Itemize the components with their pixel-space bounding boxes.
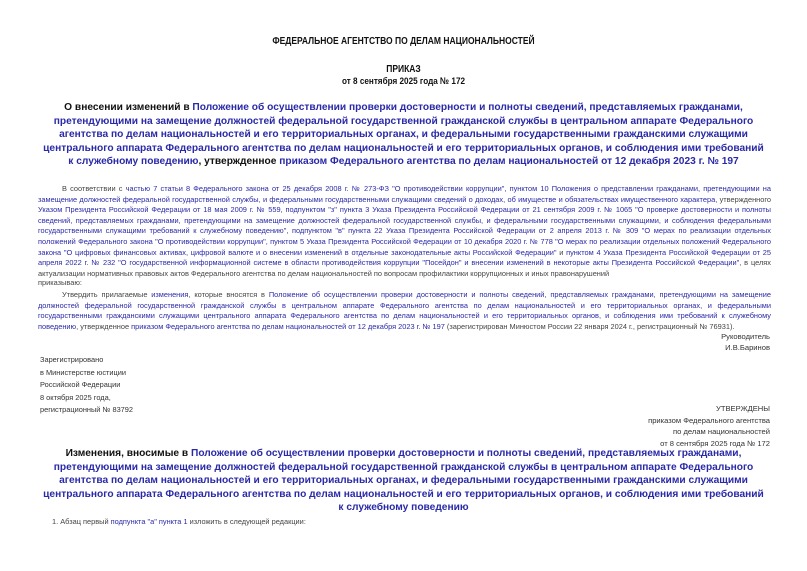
preamble-text-4: , в целях актуализации нормативных правовых актов Федерального агентства по делам национальностей по вопросам профилактики коррупционных и иных правонарушений <box>38 258 771 278</box>
approved-line: УТВЕРЖДЕНЫ <box>716 404 770 413</box>
order-word: приказываю: <box>38 278 82 287</box>
approve-text-1: Утвердить прилагаемые <box>62 290 152 299</box>
signature-position: Руководитель <box>721 332 770 341</box>
approved-block <box>648 403 770 449</box>
approved-line: приказом Федерального агентства <box>648 415 770 425</box>
agency-name: ФЕДЕРАЛЬНОЕ АГЕНТСТВО ПО ДЕЛАМ НАЦИОНАЛЬНОСТЕЙ <box>272 36 535 47</box>
preamble-link-2[interactable]: Указом Президента Российской Федерации от 18 мая 2009 г. № 559, подпунктом "з" пункта 3 Указа Президента Российской Федерации от 21 сентября 2009 г. № 1065 "О проверке достоверности и полноты сведений, представляемых гражданами, претендующими на замещение должностей федеральной государственной службы, и федеральными государственными служащими, и соблюдения федеральными государственными служащими требований к служебному поведению", подпунктом "в" пункта 22 Указа Президента Российской Федерации от 2 апреля 2013 г. № 309 "О мерах по реализации отдельных положений Федерального закона "О противодействии коррупции", пунктом 5 Указа Президента Российской Федерации от 10 декабря 2020 г. № 778 "О мерах по реализации отдельных положений Федерального закона "О цифровых финансовых активах, цифровой валюте и о внесении изменений в отдельные законодательные акты Российской Федерации" <box>38 205 771 257</box>
approve-paragraph <box>38 290 771 332</box>
registration-line: Российской Федерации <box>40 380 121 389</box>
approve-text-2: , которые вносятся в <box>188 290 269 299</box>
approved-line: от 8 сентября 2025 года № 172 <box>660 438 770 448</box>
approve-changes-link[interactable]: изменения <box>151 290 189 299</box>
approve-order-link[interactable]: приказом Федерального агентства по делам национальностей от 12 декабря 2023 г. № 197 <box>131 321 445 331</box>
item-1-link[interactable]: подпункта "а" пункта 1 <box>110 517 188 526</box>
signature-block <box>721 331 770 353</box>
item-1-text-1: 1. Абзац первый <box>52 517 111 526</box>
approve-text-4: (зарегистрирован Минюстом России 22 января 2024 г., регистрационный № 76931). <box>444 321 735 331</box>
title-regulation-link[interactable]: Положение об осуществлении проверки достоверности и полноты сведений, представляемых гражданами, претендующими на замещение должностей федеральной государственной гражданской службы в центральном аппарате Федерального агентства по делам национальностей и его территориальных органах, и федеральными государственными гражданскими служащими центрального аппарата Федерального агентства по делам национальностей и его территориальных органов, и соблюдения ими требований к служебному поведению <box>43 102 764 167</box>
preamble-text-1: В соответствии с <box>62 184 126 193</box>
approved-line: по делам национальностей <box>673 427 770 436</box>
registration-line: Зарегистрировано <box>40 355 104 364</box>
preamble-link-1[interactable]: частью 7 статьи 8 Федерального закона от 25 декабря 2008 г. № 273-ФЗ "О противодействии коррупции", пунктом 10 Положения о представлении гражданами, претендующими на замещение должностей федеральной государственной службы, и федеральными государственными служащими сведений о доходах, об имуществе и обязательствах имущественного характера <box>38 184 771 204</box>
item-1 <box>52 517 785 528</box>
registration-block <box>40 354 133 417</box>
preamble-link-3[interactable]: пунктом 4 Указа Президента Российской Федерации от 25 апреля 2022 г. № 232 "О государственной информационной системе в области противодействия коррупции "Посейдон" и внесении изменений в некоторые акты Президента Российской Федерации" <box>38 247 771 268</box>
preamble-paragraph <box>38 184 771 279</box>
item-1-text-2: изложить в следующей редакции: <box>187 517 306 526</box>
changes-title <box>40 447 767 515</box>
order-date-number: от 8 сентября 2025 года № 172 <box>341 76 466 87</box>
registration-line: в Министерстве юстиции <box>40 367 127 377</box>
title-prefix: О внесении изменений в <box>64 102 193 113</box>
approve-regulation-link[interactable]: Положение об осуществлении проверки достоверности и полноты сведений, представляемых гражданами, претендующими на замещение должностей федеральной государственной гражданской службы в центральном аппарате Федерального агентства по делам национальностей и его территориальных органах, и федеральными государственными гражданскими служащими центрального аппарата Федерального агентства по делам национальностей и его территориальных органов, и соблюдения ими требований к служебному поведению <box>38 290 771 331</box>
approve-text-3: , утвержденное <box>76 321 132 331</box>
registration-line: регистрационный № 83792 <box>40 405 134 414</box>
title-order-link[interactable]: приказом Федерального агентства по делам национальностей от 12 декабря 2023 г. № 197 <box>279 156 739 167</box>
signature-name: И.В.Баринов <box>725 343 770 352</box>
title-middle: , утвержденное <box>198 156 280 167</box>
registration-line: 8 октября 2025 года, <box>40 392 111 402</box>
changes-title-prefix: Изменения, вносимые в <box>65 448 192 459</box>
order-title <box>40 101 767 169</box>
document-type: ПРИКАЗ <box>386 64 421 75</box>
preamble-text-2: , утвержденного <box>715 194 772 204</box>
changes-title-link[interactable]: Положение об осуществлении проверки достоверности и полноты сведений, представляемых гражданами, претендующими на замещение должностей федеральной государственной гражданской службы в центральном аппарате Федерального агентства по делам национальностей и его территориальных органах, и федеральными государственными гражданскими служащими центрального аппарата Федерального агентства по делам национальностей и его территориальных органов, и соблюдения ими требований к служебному поведению <box>43 448 764 513</box>
preamble-text-3: и <box>556 247 567 257</box>
